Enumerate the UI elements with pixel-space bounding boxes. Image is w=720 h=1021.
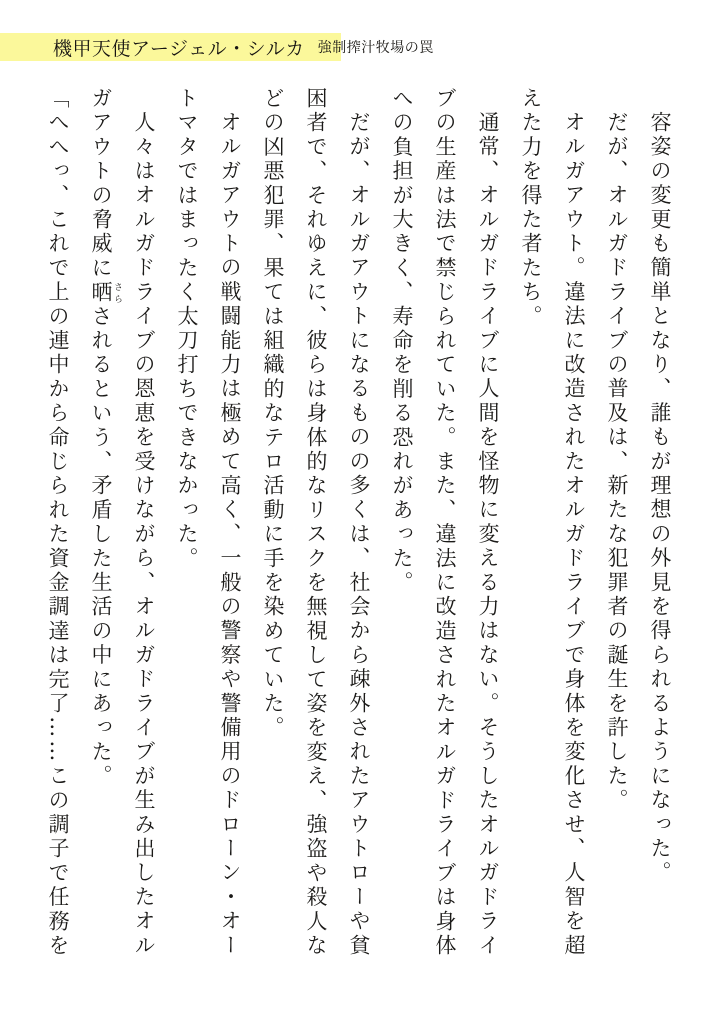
book-title-header [0,33,434,61]
text-column: 「へへっ、これで上の連中から命じられた資金調達は完了……この調子で任務を [46,87,70,959]
text-column: 人々はオルガドライブの恩恵を受けながら、オルガドライブが生み出したオル [132,111,156,958]
text-column: ブの生産は法で禁じられていた。また、違法に改造されたオルガドライブは身体 [433,87,457,959]
text-column: オルガアウトの戦闘能力は極めて高く、一般の警察や警備用のドローン・オー [218,111,242,958]
text-column: 通常、オルガドライブに人間を怪物に変える力はない。そうしたオルガドライ [476,111,500,958]
text-column: への負担が大きく、寿命を削る恐れがあった。 [390,87,414,596]
text-column: 容姿の変更も簡単となり、誰もが理想の外見を得られるようになった。 [648,111,672,886]
book-title: 機甲天使アージェル・シルカ [53,37,305,60]
text-column: だが、オルガドライブの普及は、新たな犯罪者の誕生を許した。 [605,111,629,813]
text-column: だが、オルガアウトになるものの多くは、社会から疎外されたアウトローや貧 [347,111,371,958]
text-column: ガアウトの脅威に晒 さらされるという、矛盾した生活の中にあった。 [89,87,122,789]
ruby-annotated-character: 晒 さら [89,280,122,305]
book-subtitle: 強制搾汁牧場の罠 [317,40,434,56]
page-body[interactable] [36,87,681,972]
text-column: えた力を得た者たち。 [519,87,543,329]
text-column: トマタではまったく太刀打ちできなかった。 [175,87,199,571]
text-column: オルガアウト。違法に改造されたオルガドライブで身体を変化させ、人智を超 [562,111,586,958]
text-column: 困者で、それゆえに、彼らは身体的なリスクを無視して姿を変え、強盗や殺人な [304,87,328,959]
text-column: どの凶悪犯罪、果ては組織的なテロ活動に手を染めていた。 [261,87,285,741]
